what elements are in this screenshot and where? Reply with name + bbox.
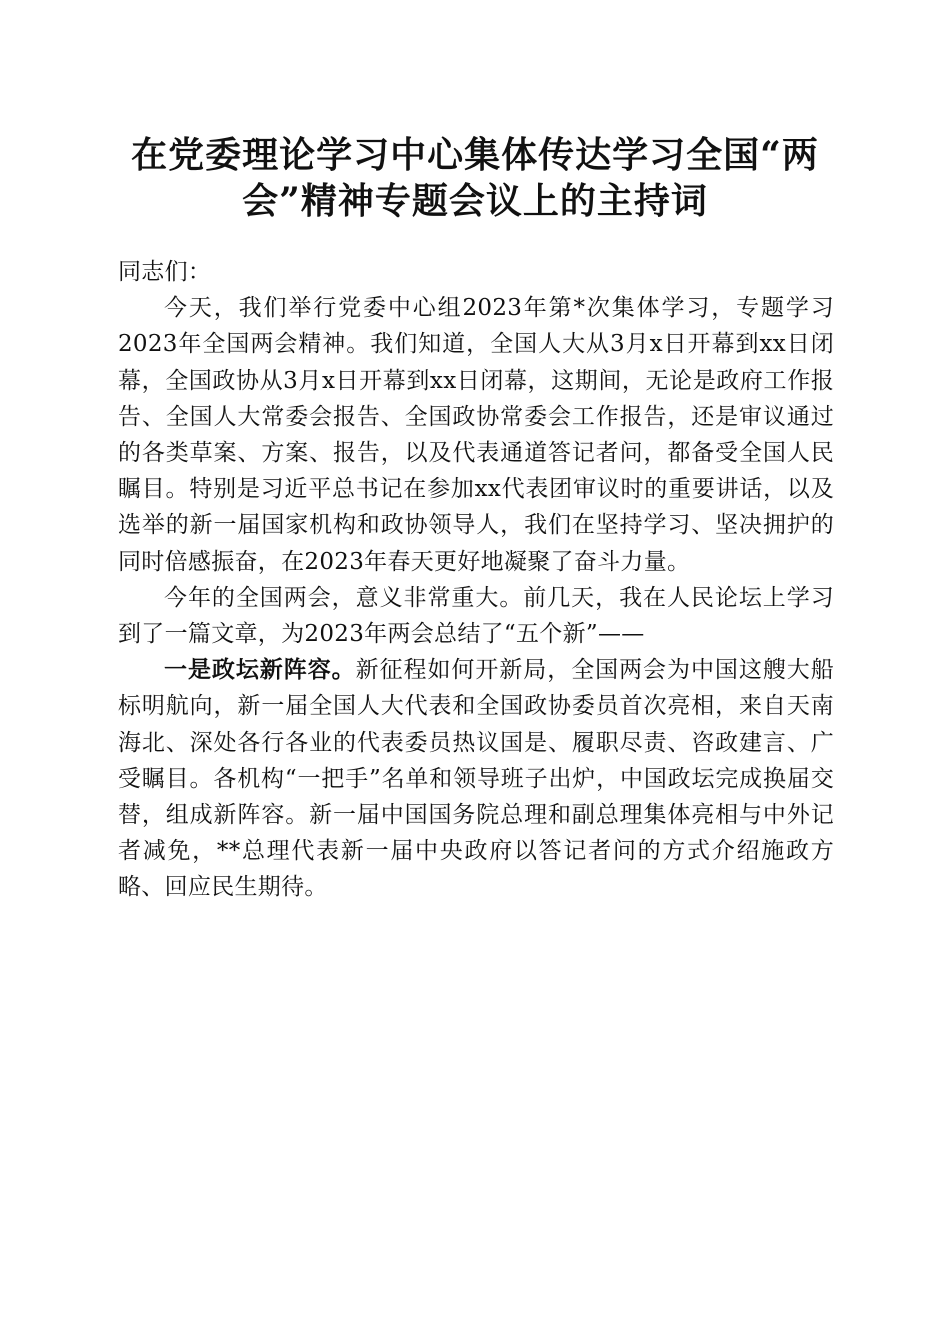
document-title: 在党委理论学习中心集体传达学习全国“两会”精神专题会议上的主持词: [131, 134, 819, 222]
point-one-text: 新征程如何开新局，全国两会为中国这艘大船标明航向，新一届全国人大代表和全国政协委员首次亮相，来自天南海北、深处各行各业的代表委员热议国是、履职尽责、咨政建言、广受瞩目。各机构“一把手”名单和领导班子出炉，中国政坛完成换届交替，组成新阵容。新一届中国国务院总理和副总理集体亮相与中外记者减免，**总理代表新一届中央政府以答记者问的方式介绍施政方略、回应民生期待。: [118, 657, 835, 901]
paragraph-opening: 今天，我们举行党委中心组2023年第*次集体学习，专题学习2023年全国两会精神。我们知道，全国人大从3月x日开幕到xx日闭幕，全国政协从3月x日开幕到xx日闭幕，这期间，无论是政府工作报告、全国人大常委会报告、全国政协常委会工作报告，还是审议通过的各类草案、方案、报告，以及代表通道答记者问，都备受全国人民瞩目。特别是习近平总书记在参加xx代表团审议时的重要讲话，以及选举的新一届国家机构和政协领导人，我们在坚持学习、坚决拥护的同时倍感振奋，在2023年春天更好地凝聚了奋斗力量。: [118, 295, 834, 575]
salutation: 同志们：: [118, 259, 212, 285]
document-body: [118, 254, 834, 906]
paragraph-significance: 今年的全国两会，意义非常重大。前几天，我在人民论坛上学习到了一篇文章，为2023年两会总结了“五个新”——: [118, 584, 834, 648]
point-one-lead: 一是政坛新阵容。: [164, 656, 356, 684]
paragraph-point-one: [118, 652, 834, 905]
